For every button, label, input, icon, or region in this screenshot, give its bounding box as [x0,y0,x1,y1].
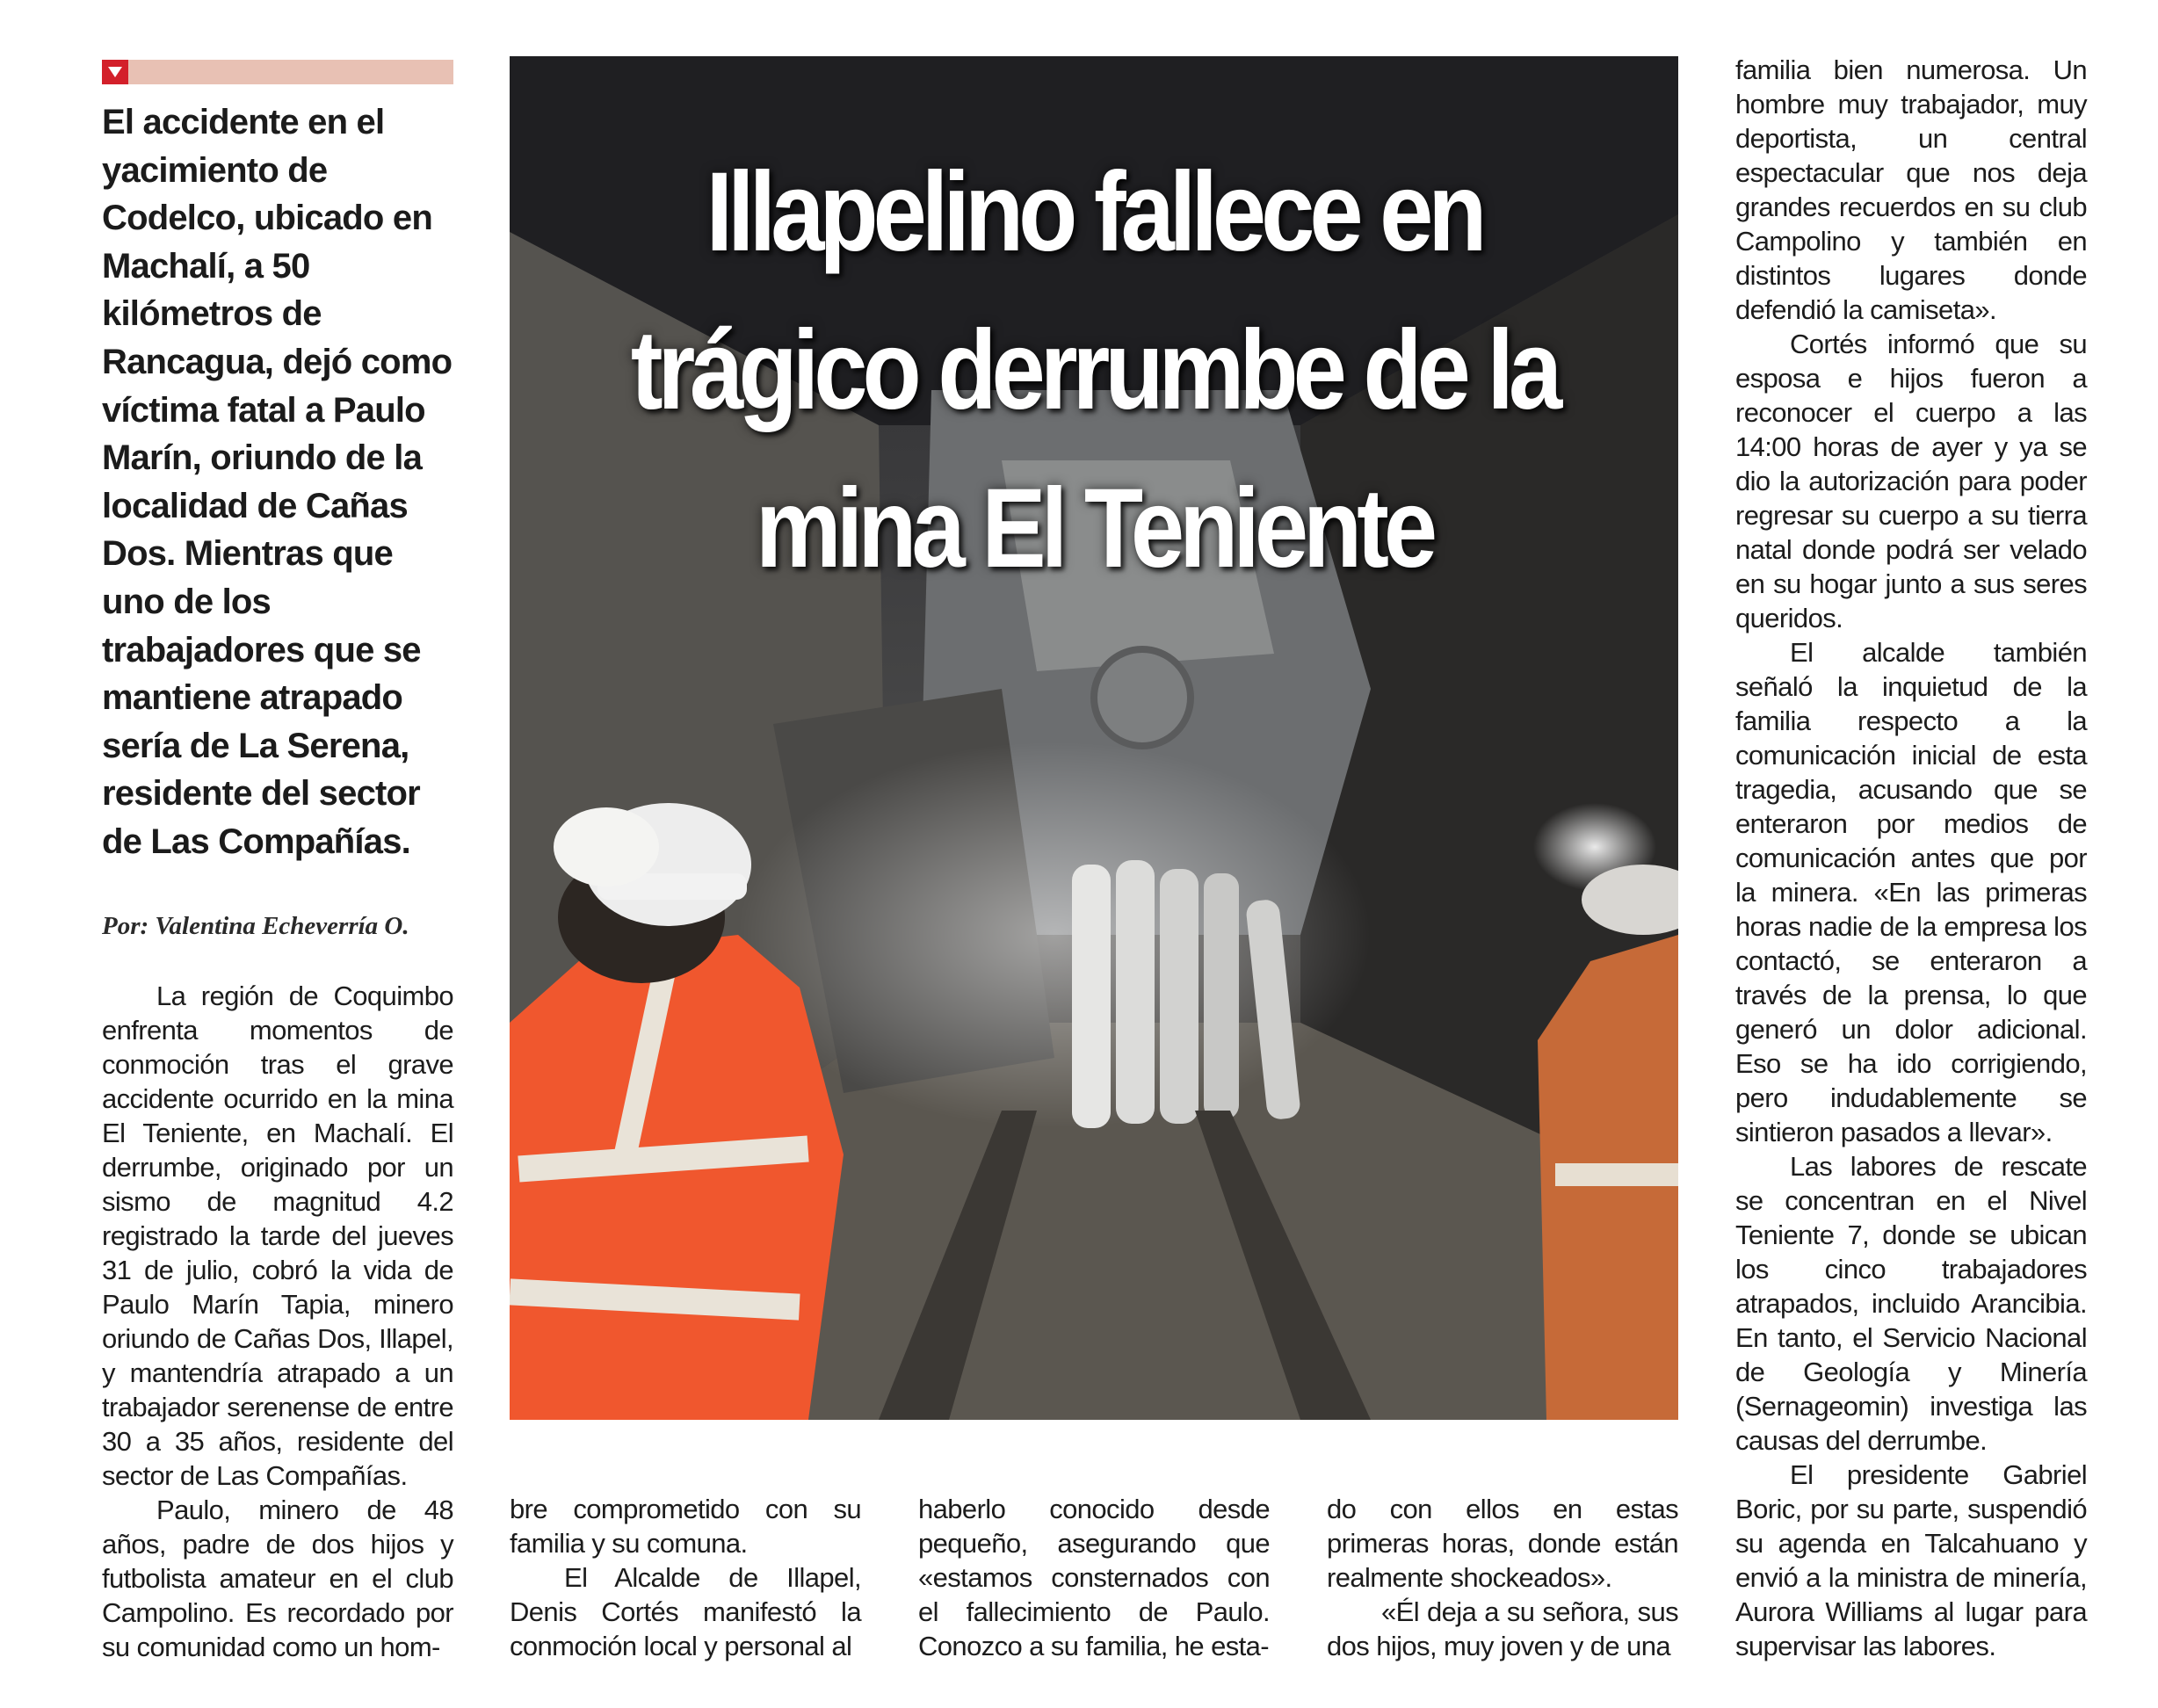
paragraph: «Él deja a su señora, sus dos hijos, muy joven y de una [1327,1596,1678,1661]
article-column-1 [102,979,453,1664]
lead-summary: El accidente en el yacimiento de Codelco, ubicado en Machalí, a 50 kilómetros de Rancagua, dejó como víctima fatal a Paulo Marín, oriundo de la localidad de Cañas Dos. Mientras que uno de los trabajadores que se mantiene atrapado sería de La Serena, residente del sector de Las Compañías. [102,103,453,861]
paragraph: Las labores de rescate se concentran en el Nivel Teniente 7, donde se ubican los cinco trabajadores atrapados, incluido Arancibia. En tanto, el Servicio Nacional de Geología y Minería (Sernageomin) investiga las causas del derrumbe. [1735,1151,2087,1456]
section-bar [102,60,453,84]
paragraph: do con ellos en estas primeras horas, donde están realmente shockeados». [1327,1494,1678,1593]
article-column-4 [1327,1492,1678,1663]
paragraph: Paulo, minero de 48 años, padre de dos hijos y futbolista amateur en el club Campolino. Es recordado por su comunidad como un hom- [102,1494,453,1662]
paragraph: bre comprometido con su familia y su comuna. [510,1494,861,1559]
headline: Illapelino fallece en trágico derrumbe de la mina El Teniente [630,149,1558,591]
paragraph: haberlo conocido desde pequeño, asegurando que «estamos consternados con el fallecimiento de Paulo. Conozco a su familia, he esta- [918,1494,1270,1661]
byline: Por: Valentina Echeverría O. [102,912,409,940]
paragraph: El presidente Gabriel Boric, por su parte, suspendió su agenda en Talcahuano y envió a la ministra de minería, Aurora Williams al lugar para supervisar las labores. [1735,1459,2087,1661]
article-column-3 [918,1492,1270,1663]
article-column-5 [1735,53,2087,1663]
paragraph: El alcalde también señaló la inquietud de la familia respecto a la comunicación inicial de esta tragedia, acusando que se enteraron por medios de comunicación antes que por la minera. «En las primeras horas nadie de la empresa los contactó, se enteraron a través de la prensa, lo que generó un dolor adicional. Eso se ha ido corrigiendo, pero indudablemente se sintieron pasados a llevar». [1735,637,2087,1147]
paragraph: familia bien numerosa. Un hombre muy trabajador, muy deportista, un central espectacular que nos deja grandes recuerdos en su club Campolino y también en distintos lugares donde defendió la camiseta». [1735,54,2087,325]
article-column-2 [510,1492,861,1663]
paragraph: Cortés informó que su esposa e hijos fueron a reconocer el cuerpo a las 14:00 horas de ayer y ya se dio la autorización para poder regresar su cuerpo a su tierra natal donde podrá ser velado en su hogar junto a sus seres queridos. [1735,329,2087,633]
triangle-down-icon [102,60,128,84]
paragraph: La región de Coquimbo enfrenta momentos de conmoción tras el grave accidente ocurrido en la mina El Teniente, en Machalí. El derrumbe, originado por un sismo de magnitud 4.2 registrado la tarde del jueves 31 de julio, cobró la vida de Paulo Marín Tapia, minero oriundo de Cañas Dos, Illapel, y mantendría atrapado a un trabajador serenense de entre 30 a 35 años, residente del sector de Las Compañías. [102,981,453,1491]
mine-rescue-photo [510,56,1678,1420]
paragraph: El Alcalde de Illapel, Denis Cortés manifestó la conmoción local y personal al [510,1562,861,1661]
